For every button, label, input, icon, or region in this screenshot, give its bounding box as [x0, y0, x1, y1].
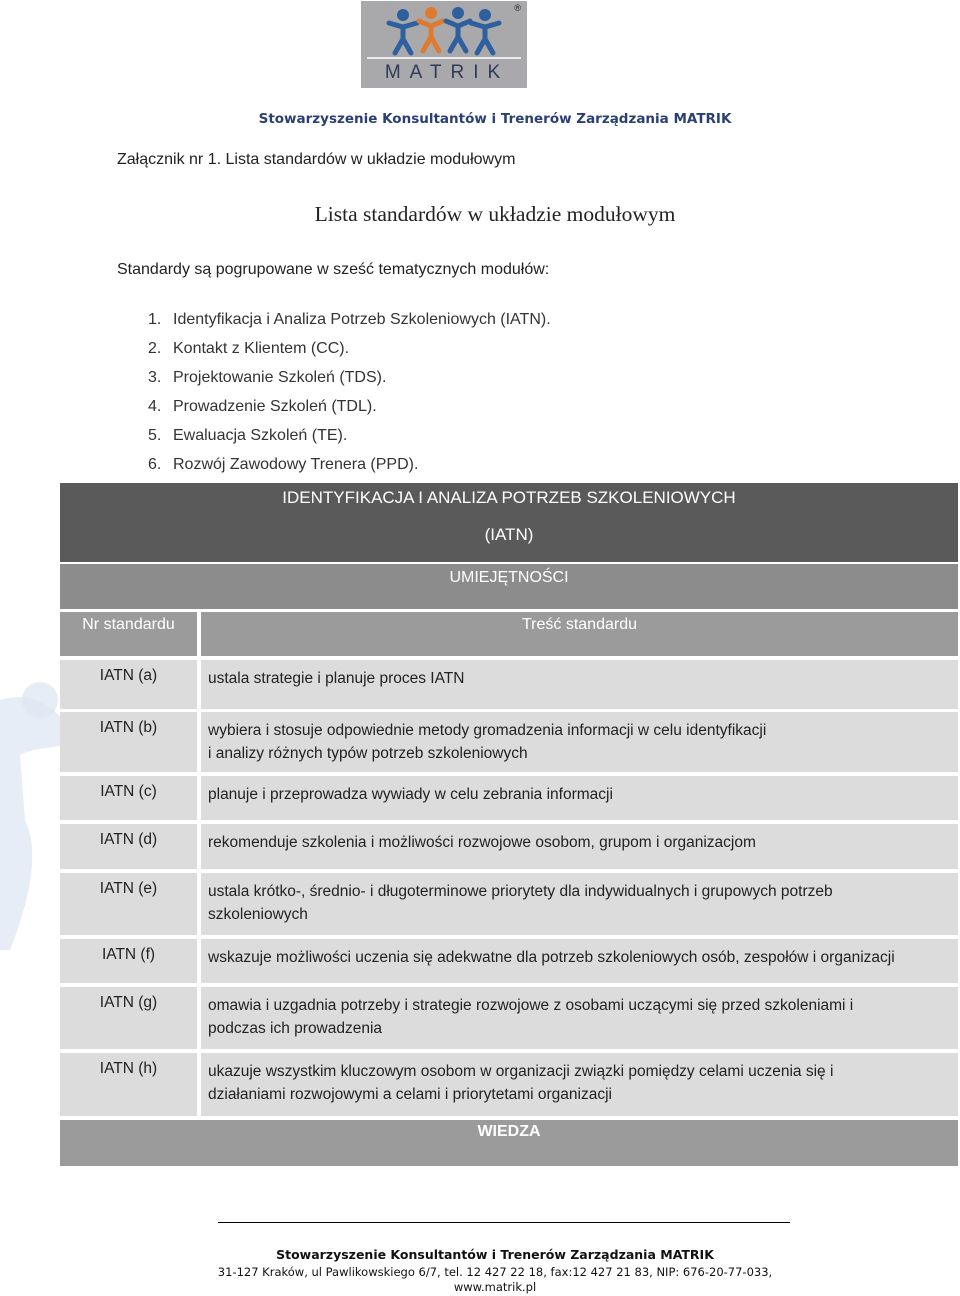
module-label: Rozwój Zawodowy Trenera (PPD).: [173, 456, 419, 473]
standard-id: IATN (e): [60, 873, 197, 935]
table-title-band: [60, 483, 958, 562]
column-header-content: Treść standardu: [201, 612, 958, 656]
standard-content: [201, 824, 958, 869]
module-item: [148, 305, 551, 334]
standard-content: [201, 987, 958, 1049]
module-label: Prowadzenie Szkoleń (TDL).: [173, 398, 377, 415]
standard-id: IATN (b): [60, 712, 197, 772]
standard-id: IATN (f): [60, 939, 197, 983]
standard-content: [201, 873, 958, 935]
logo-text: MATRIK: [384, 62, 510, 83]
section-band: [60, 564, 958, 609]
table-title: IDENTYFIKACJA I ANALIZA POTRZEB SZKOLENIOWYCH: [282, 488, 736, 507]
content-line: wskazuje możliwości uczenia się adekwatne dla potrzeb szkoleniowych osób, zespołów i organizacji: [208, 949, 895, 966]
module-label: Projektowanie Szkoleń (TDS).: [173, 369, 387, 386]
module-label: Ewaluacja Szkoleń (TE).: [173, 427, 348, 444]
content-line: planuje i przeprowadza wywiady w celu zebrania informacji: [208, 786, 613, 803]
standard-id: IATN (d): [60, 824, 197, 869]
standard-id: IATN (a): [60, 660, 197, 709]
module-item: [148, 334, 551, 363]
standard-content: [201, 939, 958, 983]
organization-header: Stowarzyszenie Konsultantów i Trenerów Zarządzania MATRIK: [258, 111, 732, 127]
standard-id: IATN (c): [60, 776, 197, 820]
content-line: szkoleniowych: [208, 906, 308, 923]
module-number: 5.: [148, 427, 162, 444]
next-section-band: WIEDZA: [60, 1120, 958, 1166]
content-line: ukazuje wszystkim kluczowym osobom w organizacji związki pomiędzy celami uczenia się i: [208, 1063, 834, 1080]
content-line: działaniami rozwojowymi a celami i priorytetami organizacji: [208, 1086, 612, 1103]
content-line: ustala strategie i planuje proces IATN: [208, 670, 465, 687]
module-item: [148, 392, 551, 421]
content-line: rekomenduje szkolenia i możliwości rozwojowe osobom, grupom i organizacjom: [208, 834, 756, 851]
module-label: Identyfikacja i Analiza Potrzeb Szkoleniowych (IATN).: [173, 311, 551, 328]
module-item: [148, 450, 551, 479]
footer-divider: [218, 1222, 790, 1223]
module-number: 6.: [148, 456, 162, 473]
standard-content: [201, 1053, 958, 1116]
module-number: 1.: [148, 311, 162, 328]
modules-list: [148, 305, 551, 479]
footer-website[interactable]: www.matrik.pl: [453, 1280, 537, 1294]
attachment-title: Załącznik nr 1. Lista standardów w układzie modułowym: [117, 151, 516, 168]
module-label: Kontakt z Klientem (CC).: [173, 340, 350, 357]
column-header-number: Nr standardu: [60, 612, 197, 656]
section-label: UMIEJĘTNOŚCI: [449, 569, 569, 586]
module-number: 4.: [148, 398, 162, 415]
footer-address: 31-127 Kraków, ul Pawlikowskiego 6/7, tel. 12 427 22 18, fax:12 427 21 83, NIP: 676-20-77-033,: [217, 1265, 773, 1279]
module-item: [148, 363, 551, 392]
content-line: omawia i uzgadnia potrzeby i strategie rozwojowe z osobami uczącymi się przed szkoleniami i: [208, 997, 854, 1014]
module-number: 3.: [148, 369, 162, 386]
standard-content: [201, 712, 958, 772]
content-line: i analizy różnych typów potrzeb szkoleniowych: [208, 745, 528, 762]
people-logo-icon: [361, 1, 527, 61]
matrik-logo: [361, 1, 527, 88]
footer-organization: Stowarzyszenie Konsultantów i Trenerów Zarządzania MATRIK: [276, 1247, 714, 1262]
standard-id: IATN (h): [60, 1053, 197, 1116]
registered-mark: ®: [514, 3, 521, 13]
content-line: ustala krótko-, średnio- i długoterminowe priorytety dla indywidualnych i grupowych potrzeb: [208, 883, 833, 900]
standard-id: IATN (g): [60, 987, 197, 1049]
module-item: [148, 421, 551, 450]
standard-content: [201, 776, 958, 820]
standard-content: [201, 660, 958, 709]
document-title: Lista standardów w układzie modułowym: [314, 202, 676, 226]
intro-text: Standardy są pogrupowane w sześć tematycznych modułów:: [117, 261, 550, 278]
content-line: wybiera i stosuje odpowiednie metody gromadzenia informacji w celu identyfikacji: [208, 722, 767, 739]
content-line: podczas ich prowadzenia: [208, 1020, 383, 1037]
module-number: 2.: [148, 340, 162, 357]
table-subtitle: (IATN): [484, 525, 534, 544]
